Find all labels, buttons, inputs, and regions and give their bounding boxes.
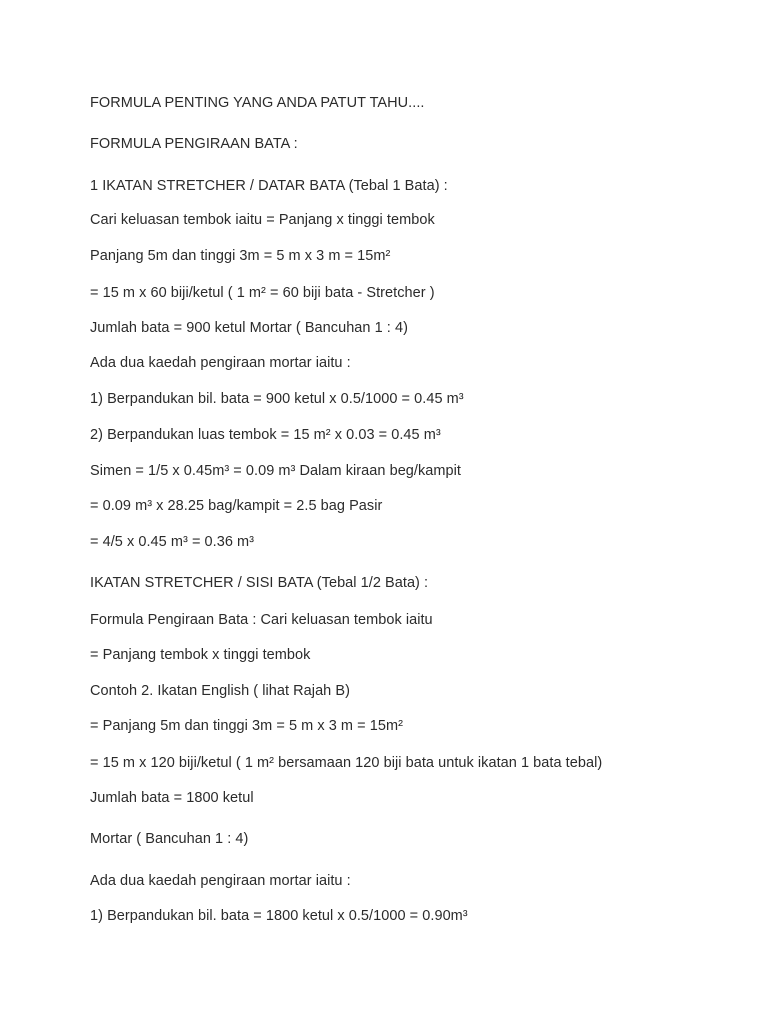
text-line: Simen = 1/5 x 0.45m³ = 0.09 m³ Dalam kiraan beg/kampit	[90, 463, 462, 479]
section-heading: FORMULA PENGIRAAN BATA :	[90, 136, 298, 152]
text-line: 1) Berpandukan bil. bata = 1800 ketul x 0.5/1000 = 0.90m³	[90, 908, 468, 924]
section-heading: IKATAN STRETCHER / SISI BATA (Tebal 1/2 Bata) :	[90, 575, 429, 591]
text-line: Jumlah bata = 900 ketul Mortar ( Bancuhan 1 : 4)	[90, 320, 408, 336]
text-line: Panjang 5m dan tinggi 3m = 5 m x 3 m = 15m²	[90, 248, 391, 264]
text-line: = 0.09 m³ x 28.25 bag/kampit = 2.5 bag Pasir	[90, 498, 383, 514]
text-line: = 15 m x 60 biji/ketul ( 1 m² = 60 biji bata - Stretcher )	[90, 285, 435, 301]
text-line: Cari keluasan tembok iaitu = Panjang x tinggi tembok	[90, 212, 435, 228]
text-line: = Panjang 5m dan tinggi 3m = 5 m x 3 m = 15m²	[90, 718, 403, 734]
text-line: = 4/5 x 0.45 m³ = 0.36 m³	[90, 534, 255, 550]
text-line: Mortar ( Bancuhan 1 : 4)	[90, 831, 249, 847]
text-line: 1) Berpandukan bil. bata = 900 ketul x 0.5/1000 = 0.45 m³	[90, 391, 464, 407]
text-line: Contoh 2. Ikatan English ( lihat Rajah B)	[90, 683, 350, 699]
text-line: = Panjang tembok x tinggi tembok	[90, 647, 311, 663]
text-line: Ada dua kaedah pengiraan mortar iaitu :	[90, 355, 351, 371]
section-heading: 1 IKATAN STRETCHER / DATAR BATA (Tebal 1 Bata) :	[90, 178, 448, 194]
text-line: 2) Berpandukan luas tembok = 15 m² x 0.03 = 0.45 m³	[90, 427, 441, 443]
text-line: Formula Pengiraan Bata : Cari keluasan tembok iaitu	[90, 612, 433, 628]
text-line: Ada dua kaedah pengiraan mortar iaitu :	[90, 873, 351, 889]
text-line: = 15 m x 120 biji/ketul ( 1 m² bersamaan 120 biji bata untuk ikatan 1 bata tebal)	[90, 755, 603, 771]
text-line: Jumlah bata = 1800 ketul	[90, 790, 254, 806]
document-title: FORMULA PENTING YANG ANDA PATUT TAHU....	[90, 95, 425, 111]
